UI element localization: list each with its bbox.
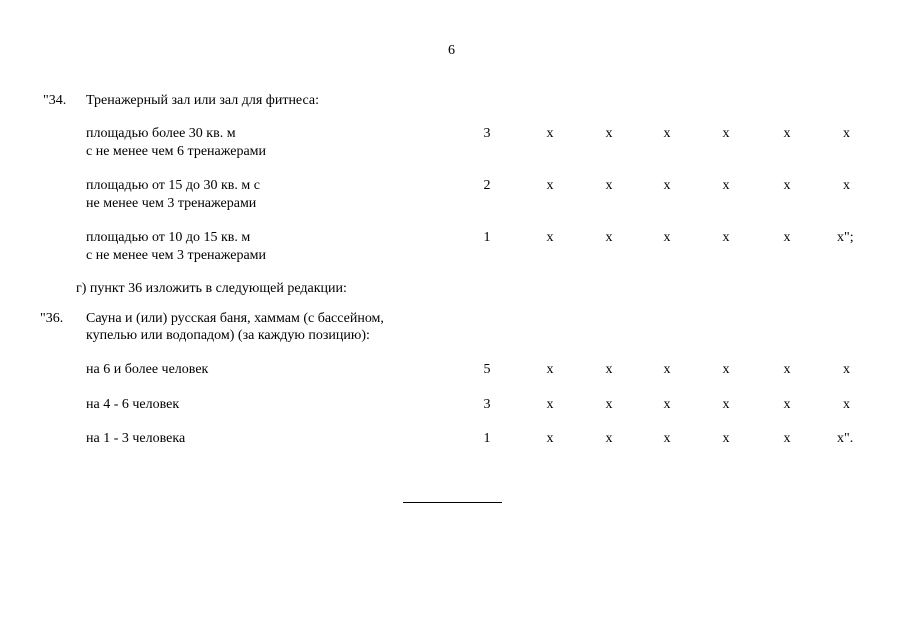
section-36-title-line2: купелью или водопадом) (за каждую позицию): (86, 328, 370, 343)
row-mark: х (783, 230, 791, 245)
row-text: на 6 и более человек (86, 362, 209, 377)
row-mark: х (663, 397, 671, 412)
row-mark: х (783, 126, 791, 141)
section-36-title-line1: Сауна и (или) русская баня, хаммам (с бассейном, (86, 311, 384, 326)
row-score: 5 (483, 362, 491, 377)
row-mark: х (546, 362, 554, 377)
row-mark: х (605, 431, 613, 446)
row-mark: х"; (837, 230, 854, 245)
row-score: 3 (483, 126, 491, 141)
row-text: на 1 - 3 человека (86, 431, 186, 446)
row-mark: х (663, 126, 671, 141)
row-mark: х (843, 362, 850, 377)
end-rule (403, 502, 502, 503)
row-text-line1: площадью от 10 до 15 кв. м (86, 230, 251, 245)
row-mark: х (663, 362, 671, 377)
row-score: 3 (483, 397, 491, 412)
row-score: 1 (483, 431, 491, 446)
row-score: 1 (483, 230, 491, 245)
row-mark: х (546, 126, 554, 141)
row-mark: х (843, 178, 850, 193)
row-mark: х (546, 230, 554, 245)
row-text-line2: с не менее чем 6 тренажерами (86, 144, 267, 159)
row-mark: х (722, 362, 730, 377)
row-mark: х (546, 431, 554, 446)
row-text-line2: с не менее чем 3 тренажерами (86, 248, 267, 263)
row-mark: х (722, 230, 730, 245)
row-mark: х (783, 178, 791, 193)
row-mark: х (722, 178, 730, 193)
section-34-title: Тренажерный зал или зал для фитнеса: (86, 93, 319, 108)
row-mark: х (722, 126, 730, 141)
row-text-line1: площадью от 15 до 30 кв. м с (86, 178, 260, 193)
row-text-line2: не менее чем 3 тренажерами (86, 196, 257, 211)
section-36-number: "36. (40, 311, 64, 326)
row-mark: х (546, 178, 554, 193)
row-mark: х (783, 397, 791, 412)
row-mark: х (605, 126, 613, 141)
row-mark: х (546, 397, 554, 412)
row-mark: х (605, 397, 613, 412)
row-mark: х (722, 431, 730, 446)
row-mark: х (663, 178, 671, 193)
row-mark: х (605, 230, 613, 245)
page-number: 6 (448, 43, 455, 58)
row-text: на 4 - 6 человек (86, 397, 180, 412)
row-text-line1: площадью более 30 кв. м (86, 126, 236, 141)
row-mark: х (722, 397, 730, 412)
section-34-number: "34. (43, 93, 67, 108)
row-mark: х". (837, 431, 854, 446)
instruction-text: г) пункт 36 изложить в следующей редакции: (76, 281, 347, 296)
row-mark: х (843, 397, 850, 412)
row-mark: х (605, 178, 613, 193)
row-score: 2 (483, 178, 491, 193)
row-mark: х (783, 431, 791, 446)
row-mark: х (663, 230, 671, 245)
row-mark: х (783, 362, 791, 377)
row-mark: х (663, 431, 671, 446)
row-mark: х (843, 126, 850, 141)
row-mark: х (605, 362, 613, 377)
